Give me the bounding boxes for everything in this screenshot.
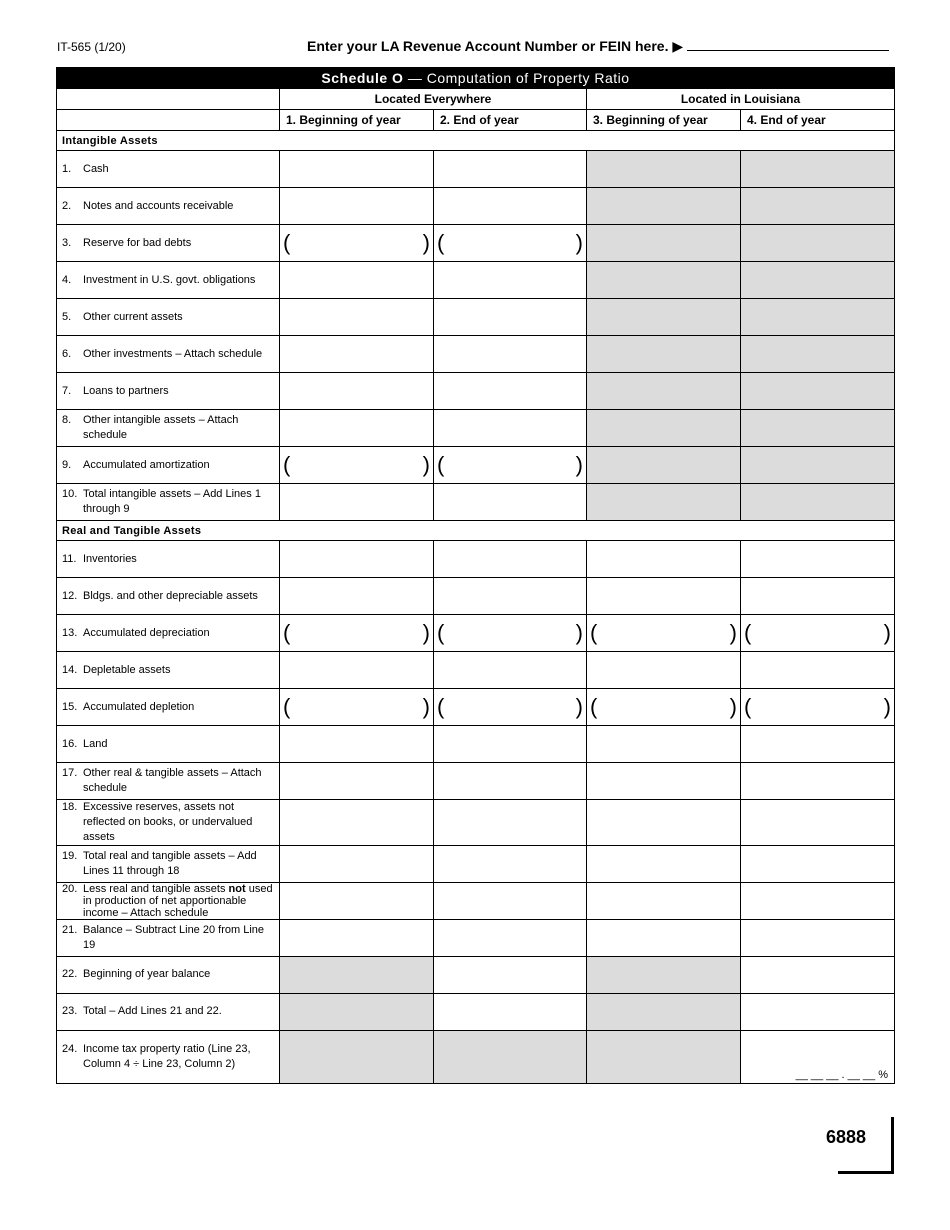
line-3-col-2[interactable]: [434, 225, 587, 262]
line-number: 1.: [62, 162, 72, 175]
line-number: 10.: [62, 488, 78, 501]
account-number-prompt: [307, 38, 889, 55]
line-21-row: [57, 919, 895, 956]
line-number: 8.: [62, 414, 72, 427]
line-label: [57, 151, 280, 188]
line-text: Balance – Subtract Line 20 from Line 19: [83, 923, 265, 951]
line-10-col-2[interactable]: [434, 484, 587, 521]
paren-close: ): [422, 620, 430, 645]
line-1-col-1[interactable]: [280, 151, 434, 188]
line-label: [57, 410, 280, 447]
line-14-col-4[interactable]: [741, 652, 895, 689]
line-text: Other real & tangible assets – Attach schedule: [83, 767, 262, 794]
line-8-row: [57, 410, 895, 447]
line-21-col-3[interactable]: [587, 919, 741, 956]
line-14-col-2[interactable]: [434, 652, 587, 689]
line-text: Accumulated depreciation: [83, 626, 210, 639]
group-header-row: [57, 89, 895, 110]
line-7-row: [57, 373, 895, 410]
line-22-col-3: [587, 956, 741, 993]
paren-close: ): [729, 620, 737, 645]
line-14-row: [57, 652, 895, 689]
line-2-col-1[interactable]: [280, 188, 434, 225]
line-16-row: [57, 726, 895, 763]
line-number: 18.: [62, 801, 78, 813]
line-number: 12.: [62, 589, 78, 602]
line-number: 22.: [62, 968, 78, 981]
paren-close: ): [575, 620, 583, 645]
line-label: [57, 336, 280, 373]
line-text: Other intangible assets – Attach schedule: [83, 414, 239, 441]
line-label: [57, 956, 280, 993]
line-label: [57, 845, 280, 882]
line-9-col-2[interactable]: [434, 447, 587, 484]
blank-header-cell: [57, 110, 280, 131]
line-number: 11.: [62, 552, 77, 565]
paren-open: (: [437, 230, 445, 255]
ratio-format: __ __ __ . __ __ %: [795, 1068, 888, 1081]
line-label: [57, 578, 280, 615]
line-12-row: [57, 578, 895, 615]
group-everywhere: Located Everywhere: [280, 89, 587, 110]
line-12-col-4[interactable]: [741, 578, 895, 615]
column-header-2: 2. End of year: [434, 110, 587, 131]
line-19-col-4[interactable]: [741, 845, 895, 882]
line-text: Accumulated depletion: [83, 700, 195, 713]
line-text: Excessive reserves, assets not reflected on books, or undervalued assets: [83, 801, 253, 843]
line-18-col-4[interactable]: [741, 800, 895, 846]
line-6-col-1[interactable]: [280, 336, 434, 373]
line-number: 2.: [62, 199, 72, 212]
group-louisiana: Located in Louisiana: [587, 89, 895, 110]
line-19-col-3[interactable]: [587, 845, 741, 882]
paren-open: (: [590, 694, 598, 719]
line-number: 23.: [62, 1005, 78, 1018]
line-11-col-2[interactable]: [434, 541, 587, 578]
paren-close: ): [575, 452, 583, 477]
line-text: Cash: [83, 162, 109, 175]
line-number: 16.: [62, 737, 78, 750]
schedule-o-table: [56, 67, 895, 1084]
section-intangible-heading: Intangible Assets: [57, 131, 895, 151]
line-7-col-1[interactable]: [280, 373, 434, 410]
blank-header-cell: [57, 89, 280, 110]
schedule-title: [57, 68, 895, 89]
page-number: 6888: [826, 1127, 867, 1147]
line-text: Bldgs. and other depreciable assets: [83, 589, 258, 602]
line-23-row: [57, 993, 895, 1030]
line-label: [57, 447, 280, 484]
line-4-col-1[interactable]: [280, 262, 434, 299]
line-23-col-4[interactable]: [741, 993, 895, 1030]
line-22-row: [57, 956, 895, 993]
line-6-col-3: [587, 336, 741, 373]
line-number: 4.: [62, 273, 72, 286]
line-10-col-4: [741, 484, 895, 521]
paren-close: ): [883, 694, 891, 719]
line-9-col-1[interactable]: [280, 447, 434, 484]
line-label: [57, 726, 280, 763]
line-5-col-4: [741, 299, 895, 336]
line-label: [57, 763, 280, 800]
line-16-col-4[interactable]: [741, 726, 895, 763]
line-12-col-2[interactable]: [434, 578, 587, 615]
line-number: 5.: [62, 310, 72, 323]
line-8-col-3: [587, 410, 741, 447]
line-text: Depletable assets: [83, 663, 171, 676]
line-24-col-3: [587, 1030, 741, 1083]
column-header-3: 3. Beginning of year: [587, 110, 741, 131]
line-text: Total – Add Lines 21 and 22.: [83, 1005, 222, 1018]
line-18-row: [57, 800, 895, 846]
line-label: [57, 541, 280, 578]
paren-open: (: [283, 230, 291, 255]
line-15-col-4[interactable]: [741, 689, 895, 726]
line-text: Loans to partners: [83, 384, 169, 397]
paren-close: ): [729, 694, 737, 719]
line-number: 6.: [62, 347, 72, 360]
line-18-col-3[interactable]: [587, 800, 741, 846]
line-1-row: [57, 151, 895, 188]
line-text: Beginning of year balance: [83, 968, 211, 981]
line-6-row: [57, 336, 895, 373]
line-20-col-2[interactable]: [434, 882, 587, 919]
schedule-title-bold: Schedule O: [321, 70, 404, 86]
line-number: 14.: [62, 663, 78, 676]
line-number: 7.: [62, 384, 72, 397]
form-id: IT-565 (1/20): [57, 40, 126, 54]
line-8-col-1[interactable]: [280, 410, 434, 447]
line-text: Investment in U.S. govt. obligations: [83, 273, 256, 286]
line-number: 20.: [62, 882, 78, 895]
line-22-col-4[interactable]: [741, 956, 895, 993]
account-number-field[interactable]: [687, 38, 889, 51]
line-label: [57, 299, 280, 336]
paren-open: (: [283, 694, 291, 719]
line-12-col-1[interactable]: [280, 578, 434, 615]
line-6-col-4: [741, 336, 895, 373]
line-21-col-2[interactable]: [434, 919, 587, 956]
corner-mark-vertical: [891, 1117, 894, 1174]
line-number: 19.: [62, 849, 78, 862]
line-18-col-2[interactable]: [434, 800, 587, 846]
line-24-row: [57, 1030, 895, 1083]
line-4-row: [57, 262, 895, 299]
line-4-col-2[interactable]: [434, 262, 587, 299]
line-11-col-4[interactable]: [741, 541, 895, 578]
column-header-1: 1. Beginning of year: [280, 110, 434, 131]
paren-close: ): [575, 694, 583, 719]
line-number: 9.: [62, 458, 72, 471]
line-text-emphasis: not: [228, 882, 246, 895]
line-text: Other current assets: [83, 310, 183, 323]
paren-open: (: [437, 452, 445, 477]
line-number: 24.: [62, 1042, 78, 1055]
paren-close: ): [422, 230, 430, 255]
line-4-col-3: [587, 262, 741, 299]
line-text-part: Less real and tangible assets: [83, 882, 229, 895]
line-5-row: [57, 299, 895, 336]
paren-close: ): [883, 620, 891, 645]
line-label: [57, 800, 280, 846]
line-22-col-2[interactable]: [434, 956, 587, 993]
line-text: Income tax property ratio (Line 23, Column 4 ÷ Line 23, Column 2): [83, 1042, 251, 1070]
line-19-col-2[interactable]: [434, 845, 587, 882]
line-13-row: [57, 615, 895, 652]
line-number: 3.: [62, 236, 72, 249]
line-13-col-1[interactable]: [280, 615, 434, 652]
line-number: 17.: [62, 767, 78, 780]
line-7-col-3: [587, 373, 741, 410]
line-5-col-3: [587, 299, 741, 336]
paren-open: (: [283, 452, 291, 477]
line-5-col-2[interactable]: [434, 299, 587, 336]
line-20-row: [57, 882, 895, 919]
line-label: [57, 615, 280, 652]
line-10-row: [57, 484, 895, 521]
line-3-col-3: [587, 225, 741, 262]
line-16-col-3[interactable]: [587, 726, 741, 763]
column-header-row: [57, 110, 895, 131]
line-label: [57, 1030, 280, 1083]
line-12-col-3[interactable]: [587, 578, 741, 615]
line-15-row: [57, 689, 895, 726]
line-10-col-3: [587, 484, 741, 521]
line-17-col-3[interactable]: [587, 763, 741, 800]
line-16-col-2[interactable]: [434, 726, 587, 763]
line-9-row: [57, 447, 895, 484]
line-2-col-3: [587, 188, 741, 225]
line-8-col-2[interactable]: [434, 410, 587, 447]
line-23-col-2[interactable]: [434, 993, 587, 1030]
line-8-col-4: [741, 410, 895, 447]
line-6-col-2[interactable]: [434, 336, 587, 373]
line-22-col-1: [280, 956, 434, 993]
line-3-row: [57, 225, 895, 262]
paren-close: ): [422, 452, 430, 477]
line-15-col-3[interactable]: [587, 689, 741, 726]
line-text: Reserve for bad debts: [83, 236, 192, 249]
line-text: Inventories: [83, 552, 137, 565]
line-number: 15.: [62, 700, 78, 713]
schedule-title-rest: — Computation of Property Ratio: [403, 70, 630, 86]
line-9-col-4: [741, 447, 895, 484]
line-label: [57, 188, 280, 225]
line-20-col-1[interactable]: [280, 882, 434, 919]
line-7-col-4: [741, 373, 895, 410]
line-2-col-4: [741, 188, 895, 225]
line-17-col-2[interactable]: [434, 763, 587, 800]
line-3-col-4: [741, 225, 895, 262]
line-17-col-4[interactable]: [741, 763, 895, 800]
line-2-col-2[interactable]: [434, 188, 587, 225]
corner-mark-horizontal: [838, 1171, 894, 1174]
line-label: [57, 652, 280, 689]
line-text: [83, 883, 275, 919]
line-label: [57, 882, 280, 919]
line-5-col-1[interactable]: [280, 299, 434, 336]
section-real-row: [57, 521, 895, 541]
line-17-row: [57, 763, 895, 800]
line-11-row: [57, 541, 895, 578]
paren-open: (: [437, 620, 445, 645]
line-21-col-1[interactable]: [280, 919, 434, 956]
line-19-col-1[interactable]: [280, 845, 434, 882]
schedule-title-row: [57, 68, 895, 89]
line-label: [57, 225, 280, 262]
line-15-col-2[interactable]: [434, 689, 587, 726]
paren-open: (: [590, 620, 598, 645]
line-text: Land: [83, 737, 108, 750]
line-text: Total real and tangible assets – Add Lines 11 through 18: [83, 849, 257, 877]
paren-close: ): [575, 230, 583, 255]
line-20-col-4[interactable]: [741, 882, 895, 919]
line-17-col-1[interactable]: [280, 763, 434, 800]
line-13-col-3[interactable]: [587, 615, 741, 652]
property-ratio-field[interactable]: [741, 1030, 895, 1083]
line-text: Accumulated amortization: [83, 458, 210, 471]
line-2-row: [57, 188, 895, 225]
line-16-col-1[interactable]: [280, 726, 434, 763]
line-1-col-3: [587, 151, 741, 188]
section-real-heading: Real and Tangible Assets: [57, 521, 895, 541]
line-14-col-1[interactable]: [280, 652, 434, 689]
line-24-col-1: [280, 1030, 434, 1083]
line-13-col-4[interactable]: [741, 615, 895, 652]
line-1-col-2[interactable]: [434, 151, 587, 188]
line-label: [57, 919, 280, 956]
line-24-col-2: [434, 1030, 587, 1083]
line-10-col-1[interactable]: [280, 484, 434, 521]
line-text-part: used in production of net apportionable income – Attach schedule: [83, 882, 273, 919]
account-number-label: Enter your LA Revenue Account Number or FEIN here. ▶: [307, 38, 684, 54]
line-text: Total intangible assets – Add Lines 1 through 9: [83, 488, 261, 515]
paren-open: (: [744, 620, 752, 645]
line-19-row: [57, 845, 895, 882]
line-15-col-1[interactable]: [280, 689, 434, 726]
line-18-col-1[interactable]: [280, 800, 434, 846]
line-13-col-2[interactable]: [434, 615, 587, 652]
paren-open: (: [437, 694, 445, 719]
line-label: [57, 373, 280, 410]
line-9-col-3: [587, 447, 741, 484]
line-11-col-3[interactable]: [587, 541, 741, 578]
line-11-col-1[interactable]: [280, 541, 434, 578]
line-3-col-1[interactable]: [280, 225, 434, 262]
column-header-4: 4. End of year: [741, 110, 895, 131]
line-7-col-2[interactable]: [434, 373, 587, 410]
line-text: Notes and accounts receivable: [83, 199, 234, 212]
paren-open: (: [283, 620, 291, 645]
paren-close: ): [422, 694, 430, 719]
line-23-col-1: [280, 993, 434, 1030]
line-text: Other investments – Attach schedule: [83, 347, 263, 360]
line-label: [57, 484, 280, 521]
section-intangible-row: [57, 131, 895, 151]
line-21-col-4[interactable]: [741, 919, 895, 956]
line-label: [57, 262, 280, 299]
paren-open: (: [744, 694, 752, 719]
line-number: 13.: [62, 626, 78, 639]
line-4-col-4: [741, 262, 895, 299]
line-label: [57, 689, 280, 726]
line-label: [57, 993, 280, 1030]
line-1-col-4: [741, 151, 895, 188]
line-14-col-3[interactable]: [587, 652, 741, 689]
line-number: 21.: [62, 923, 78, 936]
line-20-col-3[interactable]: [587, 882, 741, 919]
line-23-col-3: [587, 993, 741, 1030]
